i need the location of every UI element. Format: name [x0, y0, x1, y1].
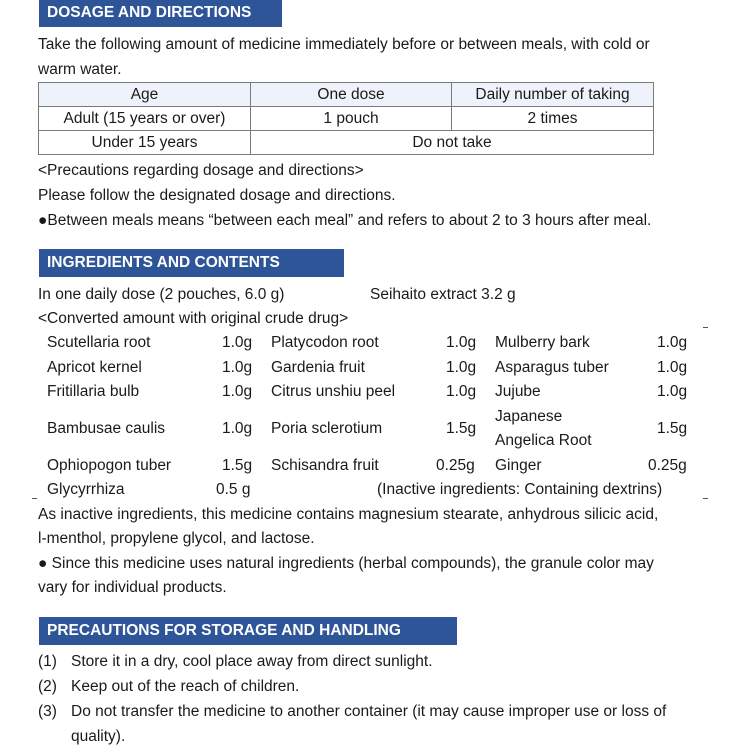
extract-text: Seihaito extract 3.2 g	[370, 286, 516, 303]
table-cell: Under 15 years	[39, 131, 251, 155]
dosage-table	[38, 82, 654, 155]
table-cell: Adult (15 years or over)	[39, 107, 251, 131]
ingredient-name: Asparagus tuber	[495, 359, 609, 376]
table-cell: Do not take	[251, 131, 654, 155]
storage-item-text: Do not transfer the medicine to another container (it may cause improper use or loss of	[71, 703, 667, 720]
ingredient-amount: 1.0g	[657, 383, 688, 400]
storage-item-number: (1)	[38, 653, 57, 670]
ingredient-amount: 1.0g	[446, 383, 477, 400]
ingredient-amount: 1.5g	[657, 420, 688, 437]
ingredient-name: Ginger	[495, 457, 542, 474]
table-header-one-dose: One dose	[251, 83, 452, 107]
inactive-line2: l-menthol, propylene glycol, and lactose.	[38, 530, 315, 547]
granule-color-line1: ● Since this medicine uses natural ingredients (herbal compounds), the granule color may	[38, 555, 654, 572]
ingredient-name: Apricot kernel	[47, 359, 142, 376]
precautions-line: Please follow the designated dosage and directions.	[38, 187, 396, 204]
table-row	[39, 107, 654, 131]
ingredient-name-line2: Angelica Root	[495, 432, 592, 449]
storage-item-number: (3)	[38, 703, 57, 720]
storage-item-number: (2)	[38, 678, 57, 695]
ingredient-name: Glycyrrhiza	[47, 481, 125, 498]
precautions-title: <Precautions regarding dosage and directions>	[38, 162, 364, 179]
ingredient-name: Fritillaria bulb	[47, 383, 140, 400]
table-header-age: Age	[39, 83, 251, 107]
table-row	[39, 131, 654, 155]
ingredient-amount: 1.5g	[222, 457, 253, 474]
dosage-intro-line2: warm water.	[38, 61, 122, 78]
ingredient-name: Japanese	[495, 408, 563, 425]
ingredient-amount: 1.0g	[222, 359, 253, 376]
ingredient-name: Jujube	[495, 383, 541, 400]
between-meals-note: ●Between meals means “between each meal” and refers to about 2 to 3 hours after meal.	[38, 212, 652, 229]
table-cell: 2 times	[452, 107, 654, 131]
ingredient-amount: 1.0g	[446, 359, 477, 376]
ingredient-amount: 1.0g	[222, 334, 253, 351]
ingredient-amount: 0.25g	[436, 457, 475, 474]
ingredient-amount: 1.5g	[446, 420, 477, 437]
ingredient-name: Schisandra fruit	[271, 457, 379, 474]
ingredient-amount: 1.0g	[657, 359, 688, 376]
storage-item-text: Keep out of the reach of children.	[71, 678, 300, 695]
section-header-dosage: DOSAGE AND DIRECTIONS	[39, 0, 282, 27]
granule-color-line2: vary for individual products.	[38, 579, 227, 596]
ingredient-amount: 1.0g	[446, 334, 477, 351]
inactive-line1: As inactive ingredients, this medicine contains magnesium stearate, anhydrous silicic acid,	[38, 506, 659, 523]
ingredient-name: Citrus unshiu peel	[271, 383, 396, 400]
table-header-daily: Daily number of taking	[452, 83, 654, 107]
ingredient-amount: 1.0g	[222, 383, 253, 400]
ingredient-name: Gardenia fruit	[271, 359, 365, 376]
ingredient-name: Ophiopogon tuber	[47, 457, 172, 474]
inactive-ingredients-note: (Inactive ingredients: Containing dextrins)	[377, 481, 663, 498]
ingredient-amount: 1.0g	[222, 420, 253, 437]
ingredient-name: Platycodon root	[271, 334, 379, 351]
ingredient-amount: 0.25g	[648, 457, 687, 474]
section-header-storage: PRECAUTIONS FOR STORAGE AND HANDLING	[39, 617, 457, 645]
ingredient-name: Scutellaria root	[47, 334, 151, 351]
divider-tick	[32, 498, 37, 499]
storage-item-text: Store it in a dry, cool place away from direct sunlight.	[71, 653, 433, 670]
table-cell: 1 pouch	[251, 107, 452, 131]
converted-title: <Converted amount with original crude drug>	[38, 310, 349, 327]
dosage-intro-line1: Take the following amount of medicine immediately before or between meals, with cold or	[38, 36, 650, 53]
ingredient-name: Poria sclerotium	[271, 420, 383, 437]
ingredient-amount: 1.0g	[657, 334, 688, 351]
ingredient-amount: 0.5 g	[216, 481, 251, 498]
ingredient-name: Mulberry bark	[495, 334, 590, 351]
divider-tick	[703, 498, 708, 499]
section-header-ingredients: INGREDIENTS AND CONTENTS	[39, 249, 344, 277]
storage-item-text-line2: quality).	[71, 728, 126, 745]
divider-tick	[703, 327, 708, 328]
daily-dose-text: In one daily dose (2 pouches, 6.0 g)	[38, 286, 285, 303]
table-header-row	[39, 83, 654, 107]
ingredient-name: Bambusae caulis	[47, 420, 166, 437]
